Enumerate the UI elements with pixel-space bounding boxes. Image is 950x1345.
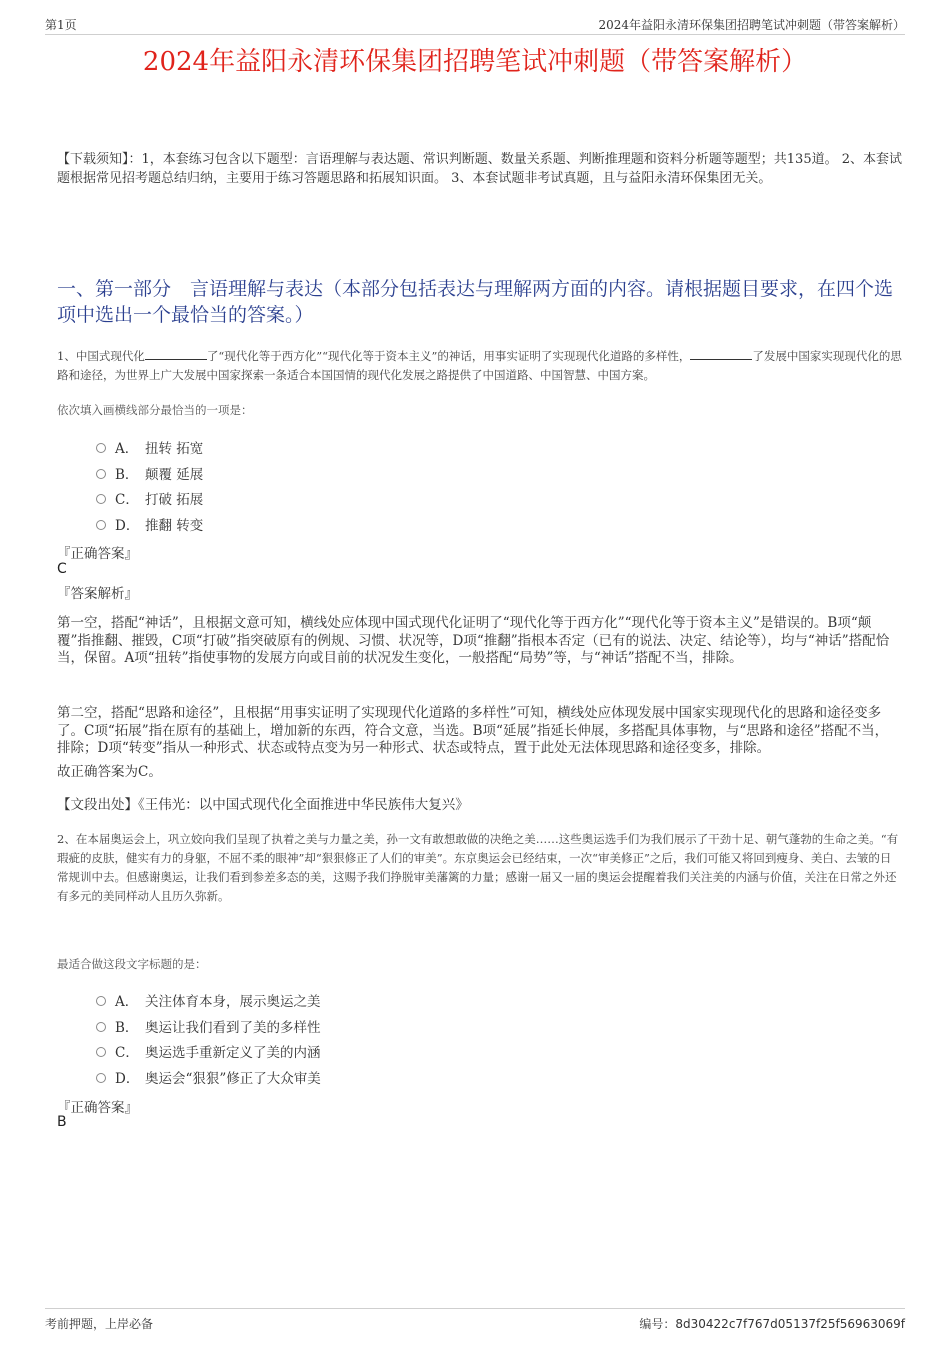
radio-button[interactable]: [96, 1047, 106, 1057]
stem-part-3: 了发展中国家实现现代化的思路和途径，为世界上广大发展中国家探索一条适合本国国情的现代化发展之路提供了中国道路、中国智慧、中国方案。: [57, 349, 902, 382]
option-text: 打破 拓展: [145, 492, 204, 508]
option-letter: A．: [115, 994, 139, 1010]
option-text: 奥运会“狠狠”修正了大众审美: [145, 1070, 321, 1087]
question-1-stem: [57, 347, 902, 385]
analysis-paragraph-2: 第二空，搭配“思路和途径”，且根据“用事实证明了实现现代化道路的多样性”可知，横线处应体现发展中国家实现现代化的思路和途径变多了。C项“拓展”指在原有的基础上，增加新的东西，符合文意，当选。B项“延展”指延长伸展，多搭配具体事物，与“思路和途径”搭配不当，排除；D项“转变”指从一种形式、状态或特点变为另一种形式、状态或特点，置于此处无法体现思路和途径变多，排除。: [57, 705, 889, 756]
option-a[interactable]: [96, 990, 596, 1016]
option-d[interactable]: [96, 514, 596, 540]
footer-serial: [639, 1315, 905, 1332]
radio-button[interactable]: [96, 996, 106, 1006]
answer-value: C: [57, 561, 67, 577]
radio-button[interactable]: [96, 1073, 106, 1083]
option-b[interactable]: [96, 463, 596, 489]
option-letter: C．: [115, 1045, 139, 1061]
stem-part-1: 1、中国式现代化: [57, 349, 145, 363]
option-a[interactable]: [96, 437, 596, 463]
page-header: [45, 16, 905, 35]
analysis-label: 『答案解析』: [57, 586, 138, 602]
option-c[interactable]: [96, 1041, 596, 1067]
fill-blank-1: [145, 347, 207, 360]
option-c[interactable]: [96, 488, 596, 514]
radio-button[interactable]: [96, 443, 106, 453]
passage-source: 【文段出处】《王伟光：以中国式现代化全面推进中华民族伟大复兴》: [57, 797, 469, 813]
option-text: 推翻 转变: [145, 517, 204, 534]
question-2-prompt: 最适合做这段文字标题的是：: [57, 957, 207, 971]
fill-blank-2: [690, 347, 752, 360]
option-letter: B．: [115, 1019, 139, 1036]
stem-part-2: 了“现代化等于西方化”“现代化等于资本主义”的神话，用事实证明了实现现代化道路的多样性，: [206, 349, 691, 363]
radio-button[interactable]: [96, 520, 106, 530]
option-text: 关注体育本身，展示奥运之美: [145, 994, 321, 1010]
question-1-prompt: 依次填入画横线部分最恰当的一项是：: [57, 403, 253, 417]
question-2-stem: 2、在本届奥运会上，巩立姣向我们呈现了执着之美与力量之美，孙一文有敢想敢做的决绝之美……这些奥运选手们为我们展示了干劲十足、朝气蓬勃的生命之美。“有瑕疵的皮肤，健实有力的身躯，不屈不柔的眼神”却“狠狠修正了人们的审美”。东京奥运会已经结束，一次“审美修正”之后，我们可能又将回到瘦身、美白、去皱的日常规训中去。但感谢奥运，让我们看到参差多态的美，这赐予我们挣脱审美藩篱的力量；感谢一届又一届的奥运会提醒着我们关注美的内涵与价值，关注在日常之外还有多元的美同样动人且历久弥新。: [57, 832, 899, 903]
option-letter: B．: [115, 466, 139, 483]
option-d[interactable]: [96, 1067, 596, 1093]
option-letter: C．: [115, 492, 139, 508]
header-doc-name: 2024年益阳永清环保集团招聘笔试冲刺题（带答案解析）: [598, 18, 905, 32]
radio-button[interactable]: [96, 494, 106, 504]
answer-label: 『正确答案』: [57, 1100, 138, 1116]
option-letter: A．: [115, 441, 139, 457]
option-text: 颠覆 延展: [145, 466, 204, 483]
serial-code: 8d30422c7f767d05137f25f56963069f: [675, 1317, 905, 1331]
radio-button[interactable]: [96, 1022, 106, 1032]
option-b[interactable]: [96, 1016, 596, 1042]
download-notice: 【下载须知】：1，本套练习包含以下题型：言语理解与表达题、常识判断题、数量关系题、判断推理题和资料分析题等题型；共135道。 2、本套试题根据常见招考题总结归纳，主要用于练习答题思路和拓展知识面。 3、本套试题非考试真题，且与益阳永清环保集团无关。: [57, 152, 902, 186]
analysis-paragraph-1: 第一空，搭配“神话”，且根据文意可知，横线处应体现中国式现代化证明了“现代化等于西方化”“现代化等于资本主义”是错误的。B项“颠覆”指推翻、摧毁，C项“打破”指突破原有的例规、习惯、状况等，D项“推翻”指根本否定（已有的说法、决定、结论等），均与“神话”搭配恰当，保留。A项“扭转”指使事物的发展方向或目前的状况发生变化，一般搭配“局势”等，与“神话”搭配不当，排除。: [57, 615, 890, 666]
footer-slogan: 考前押题，上岸必备: [45, 1317, 154, 1331]
option-letter: D．: [115, 517, 140, 534]
page-number: 第1页: [45, 18, 77, 32]
section-title: 一、第一部分 言语理解与表达（本部分包括表达与理解两方面的内容。请根据题目要求，在四个选项中选出一个最恰当的答案。）: [57, 278, 894, 326]
analysis-conclusion: 故正确答案为C。: [57, 764, 162, 780]
answer-value: B: [57, 1114, 67, 1130]
option-text: 奥运选手重新定义了美的内涵: [145, 1045, 321, 1061]
option-text: 扭转 拓宽: [145, 441, 204, 457]
answer-label: 『正确答案』: [57, 546, 138, 562]
document-title: 2024年益阳永清环保集团招聘笔试冲刺题（带答案解析）: [142, 47, 808, 77]
serial-label: 编号：: [639, 1317, 676, 1331]
page-footer: [45, 1308, 905, 1329]
option-letter: D．: [115, 1070, 140, 1087]
question-2-options: [96, 990, 596, 1092]
radio-button[interactable]: [96, 469, 106, 479]
question-1-options: [96, 437, 596, 539]
option-text: 奥运让我们看到了美的多样性: [145, 1019, 321, 1036]
